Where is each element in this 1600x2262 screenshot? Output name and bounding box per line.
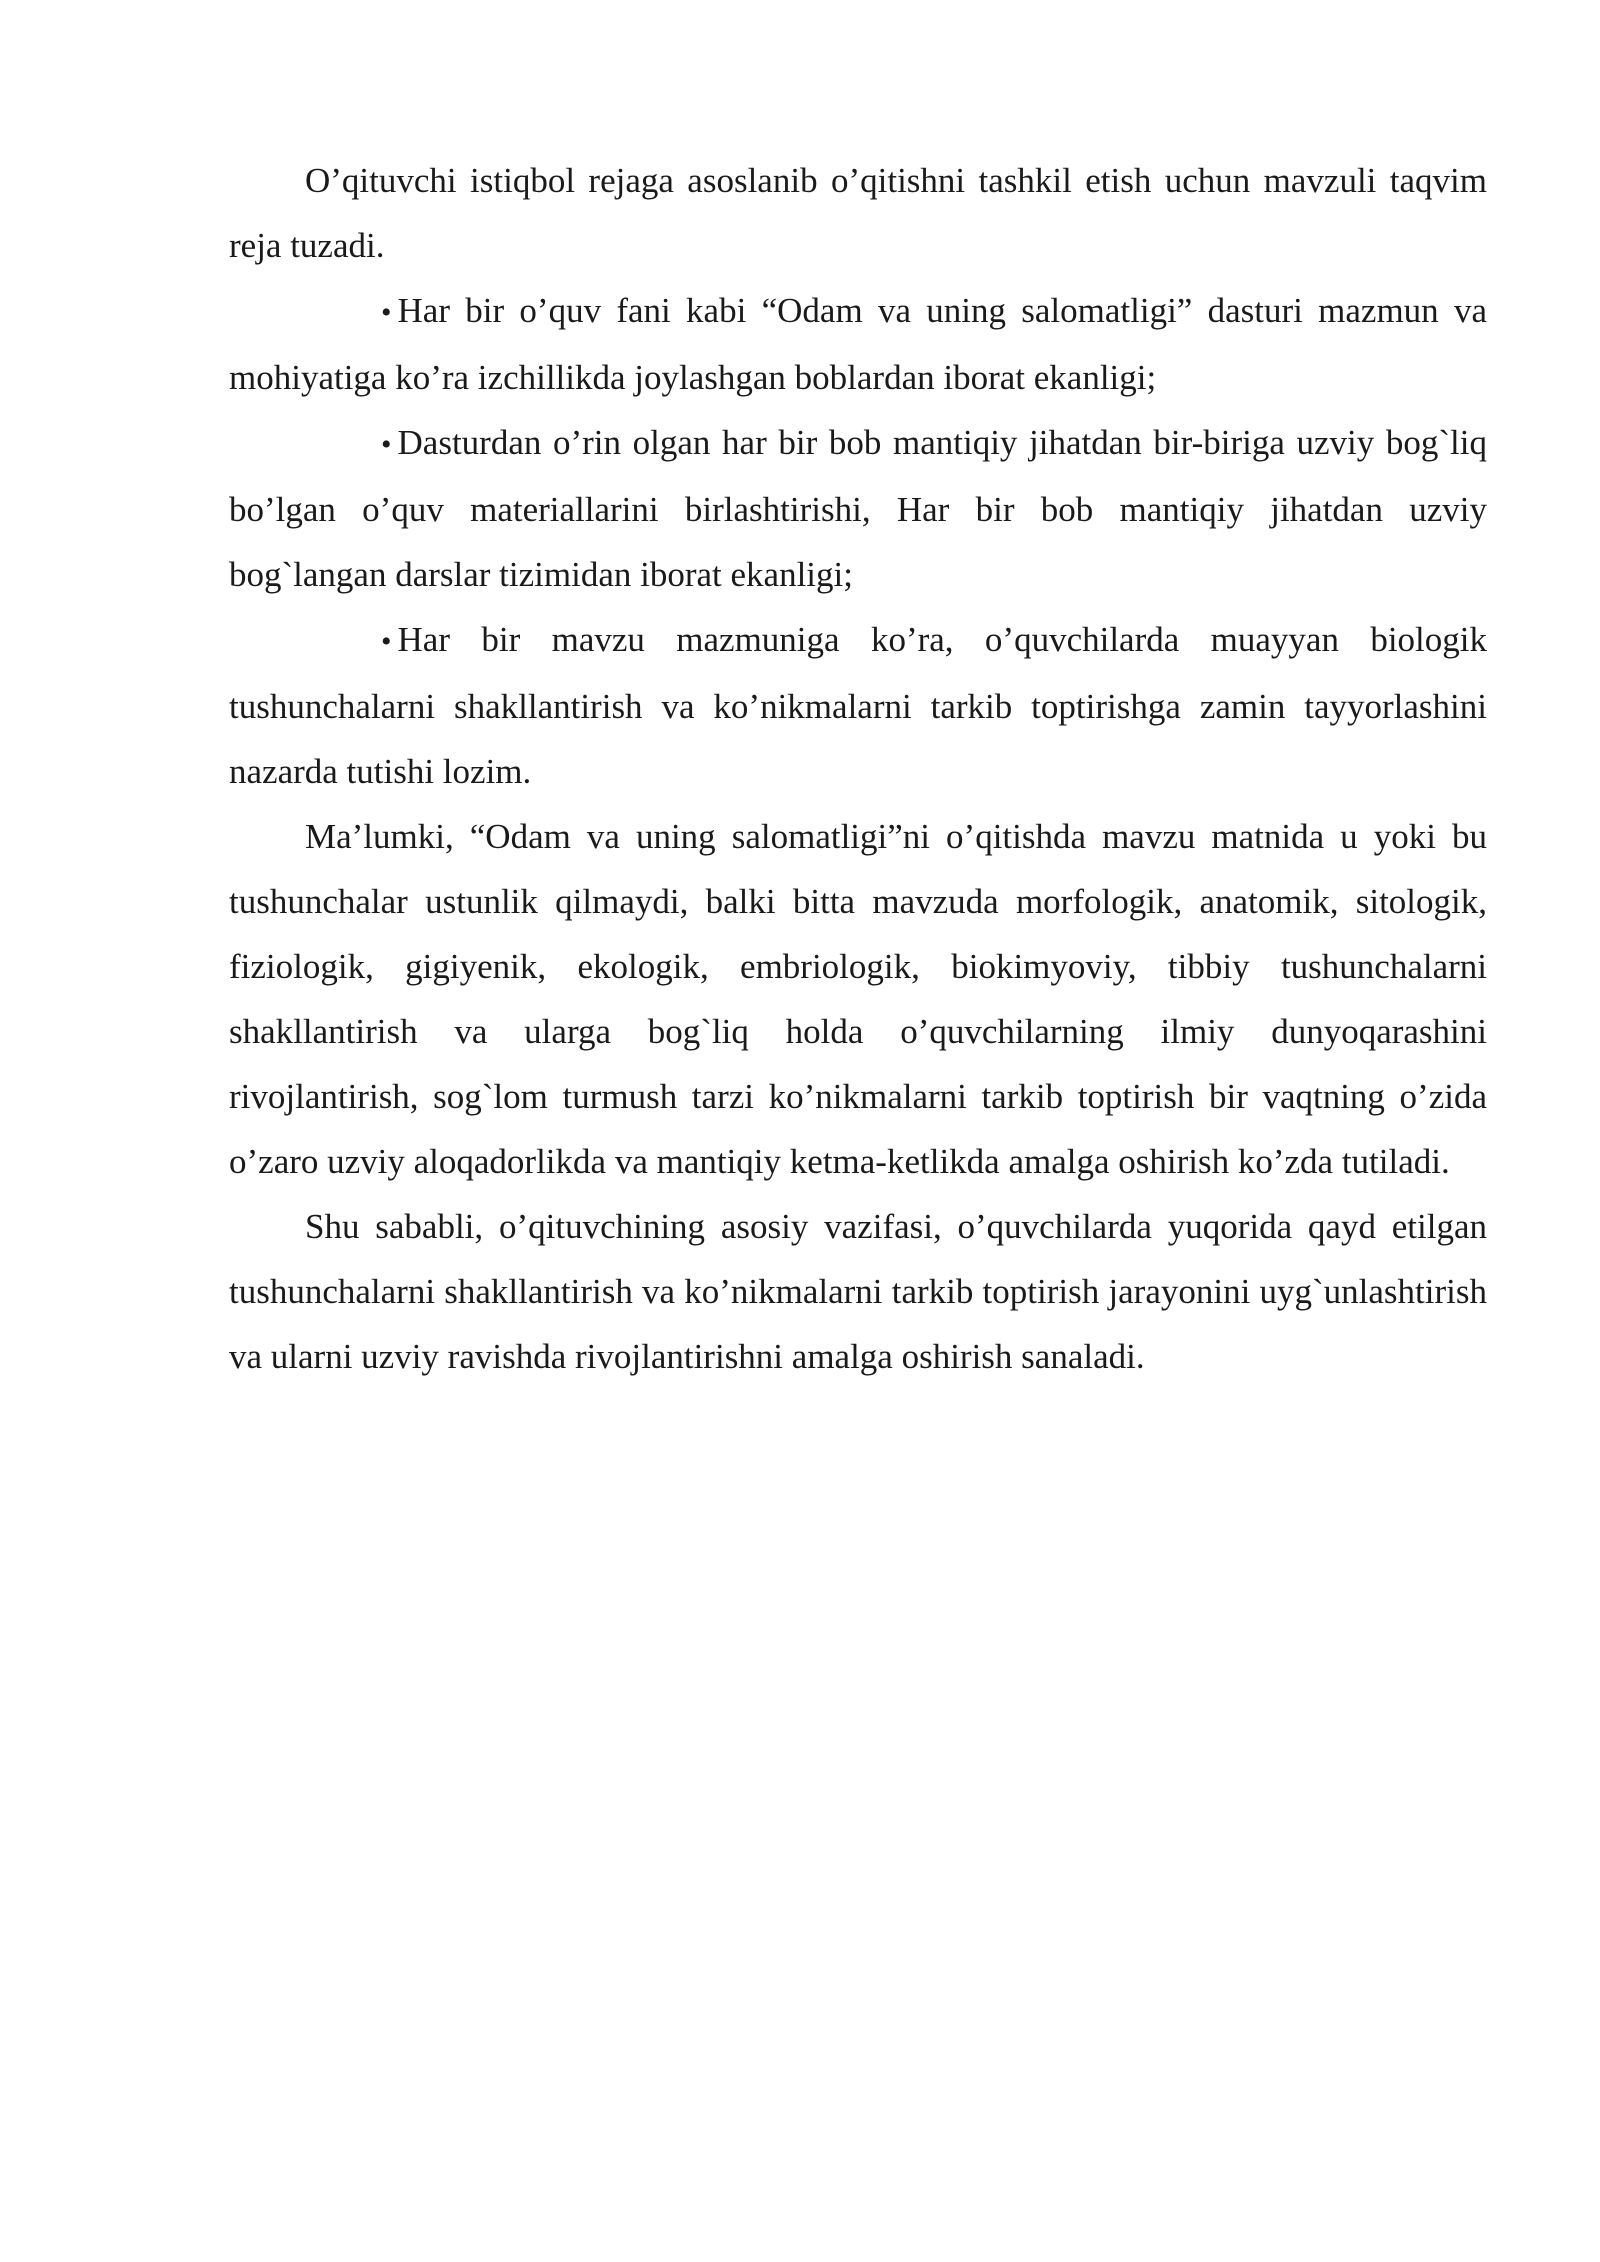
bullet-item-program-structure bbox=[229, 278, 1487, 410]
bullet-text: Dasturdan o’rin olgan har bir bob mantiqiy jihatdan bir-biriga uzviy bog`liq bo’lgan o’quv materiallarini birlashtirishi, Har bir bob mantiqiy jihatdan uzviy bog`langan darslar tizimidan iborat ekanligi; bbox=[229, 423, 1487, 594]
bullet-icon: • bbox=[381, 625, 392, 658]
paragraph-text: Shu sababli, o’qituvchining asosiy vazifasi, o’quvchilarda yuqorida qayd etilgan tushunchalarni shakllantirish va ko’nikmalarni tarkib toptirish jarayonini uyg`unlashtirish va ularni uzviy ravishda rivojlantirishni amalga oshirish sanaladi. bbox=[229, 1207, 1487, 1376]
paragraph-text: Ma’lumki, “Odam va uning salomatligi”ni o’qitishda mavzu matnida u yoki bu tushunchalar ustunlik qilmaydi, balki bitta mavzuda morfologik, anatomik, sitologik, fiziologik, gigiyenik, ekologik, embriologik, biokimyoviy, tibbiy tushunchalarni shakllantirish va ularga bog`liq holda o’quvchilarning ilmiy dunyoqarashini rivojlantirish, sog`lom turmush tarzi ko’nikmalarni tarkib toptirish bir vaqtning o’zida o’zaro uzviy aloqadorlikda va mantiqiy ketma-ketlikda amalga oshirish ko’zda tutiladi. bbox=[229, 817, 1487, 1181]
bullet-icon: • bbox=[381, 296, 392, 329]
paragraph-teacher-task bbox=[229, 1194, 1487, 1389]
bullet-icon: • bbox=[381, 428, 392, 461]
paragraph-text: O’qituvchi istiqbol rejaga asoslanib o’qitishni tashkil etish uchun mavzuli taqvim reja tuzadi. bbox=[229, 161, 1487, 265]
bullet-item-topic-content bbox=[229, 607, 1487, 804]
bullet-text: Har bir mavzu mazmuniga ko’ra, o’quvchilarda muayyan biologik tushunchalarni shakllantirish va ko’nikmalarni tarkib toptirishga zamin tayyorlashini nazarda tutishi lozim. bbox=[229, 620, 1487, 791]
bullet-text: Har bir o’quv fani kabi “Odam va uning salomatligi” dasturi mazmun va mohiyatiga ko’ra izchillikda joylashgan boblardan iborat ekanligi; bbox=[229, 291, 1487, 397]
paragraph-concepts bbox=[229, 804, 1487, 1194]
document-body bbox=[229, 148, 1487, 1389]
paragraph-intro bbox=[229, 148, 1487, 278]
bullet-item-chapter-structure bbox=[229, 410, 1487, 607]
